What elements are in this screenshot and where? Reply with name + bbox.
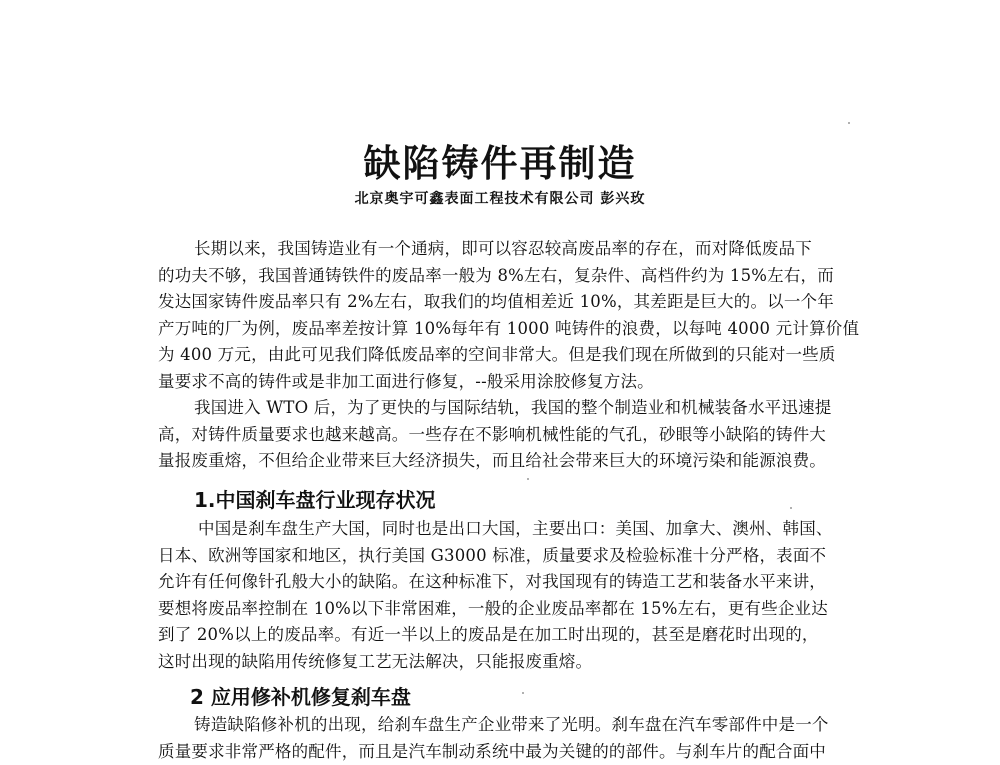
intro-paragraph-1	[158, 236, 858, 395]
text-line: 铸造缺陷修补机的出现，给刹车盘生产企业带来了光明。刹车盘在汽车零部件中是一个	[158, 712, 858, 739]
text-line: 高，对铸件质量要求也越来越高。一些存在不影响机械性能的气孔，砂眼等小缺陷的铸件大	[158, 422, 858, 449]
text-line: 量报废重熔，不但给企业带来巨大经济损失，而且给社会带来巨大的环境污染和能源浪费。	[158, 448, 858, 475]
scan-speck	[522, 692, 524, 694]
scan-speck	[527, 478, 529, 480]
text-line: 中国是刹车盘生产大国，同时也是出口大国，主要出口：美国、加拿大、澳州、韩国、	[158, 516, 858, 543]
text-line: 长期以来，我国铸造业有一个通病，即可以容忍较高废品率的存在，而对降低废品下	[158, 236, 858, 263]
section-1-heading: 1.中国刹车盘行业现存状况	[194, 484, 436, 513]
text-line: 质量要求非常严格的配件，而且是汽车制动系统中最为关键的的部件。与刹车片的配合面中	[158, 739, 858, 765]
intro-paragraph-2	[158, 395, 858, 475]
text-line: 到了 20%以上的废品率。有近一半以上的废品是在加工时出现的，甚至是磨花时出现的，	[158, 622, 858, 649]
text-line: 为 400 万元，由此可见我们降低废品率的空间非常大。但是我们现在所做到的只能对一些质	[158, 342, 858, 369]
text-line: 产万吨的厂为例，废品率差按计算 10%每年有 1000 吨铸件的浪费，以每吨 4000 元计算价值	[158, 316, 858, 343]
document-title: 缺陷铸件再制造	[0, 133, 1000, 187]
section-2-paragraph	[158, 712, 858, 765]
text-line: 要想将废品率控制在 10%以下非常困难，一般的企业废品率都在 15%左右，更有些企业达	[158, 596, 858, 623]
text-line: 我国进入 WTO 后，为了更快的与国际结轨，我国的整个制造业和机械装备水平迅速提	[158, 395, 858, 422]
text-line: 量要求不高的铸件或是非加工面进行修复，--般采用涂胶修复方法。	[158, 369, 858, 396]
scan-speck	[790, 507, 792, 509]
scan-speck	[848, 122, 850, 124]
section-2-heading: 2 应用修补机修复刹车盘	[190, 681, 411, 710]
section-1-paragraph	[158, 516, 858, 675]
text-line: 这时出现的缺陷用传统修复工艺无法解决，只能报废重熔。	[158, 649, 858, 676]
document-author: 北京奥宇可鑫表面工程技术有限公司 彭兴玫	[0, 188, 1000, 208]
text-line: 日本、欧洲等国家和地区，执行美国 G3000 标准，质量要求及检验标准十分严格，表面不	[158, 543, 858, 570]
text-line: 的功夫不够，我国普通铸铁件的废品率一般为 8%左右，复杂件、高档件约为 15%左右，而	[158, 263, 858, 290]
text-line: 发达国家铸件废品率只有 2%左右，取我们的均值相差近 10%，其差距是巨大的。以一个年	[158, 289, 858, 316]
text-line: 允许有任何像针孔般大小的缺陷。在这种标准下，对我国现有的铸造工艺和装备水平来讲，	[158, 569, 858, 596]
